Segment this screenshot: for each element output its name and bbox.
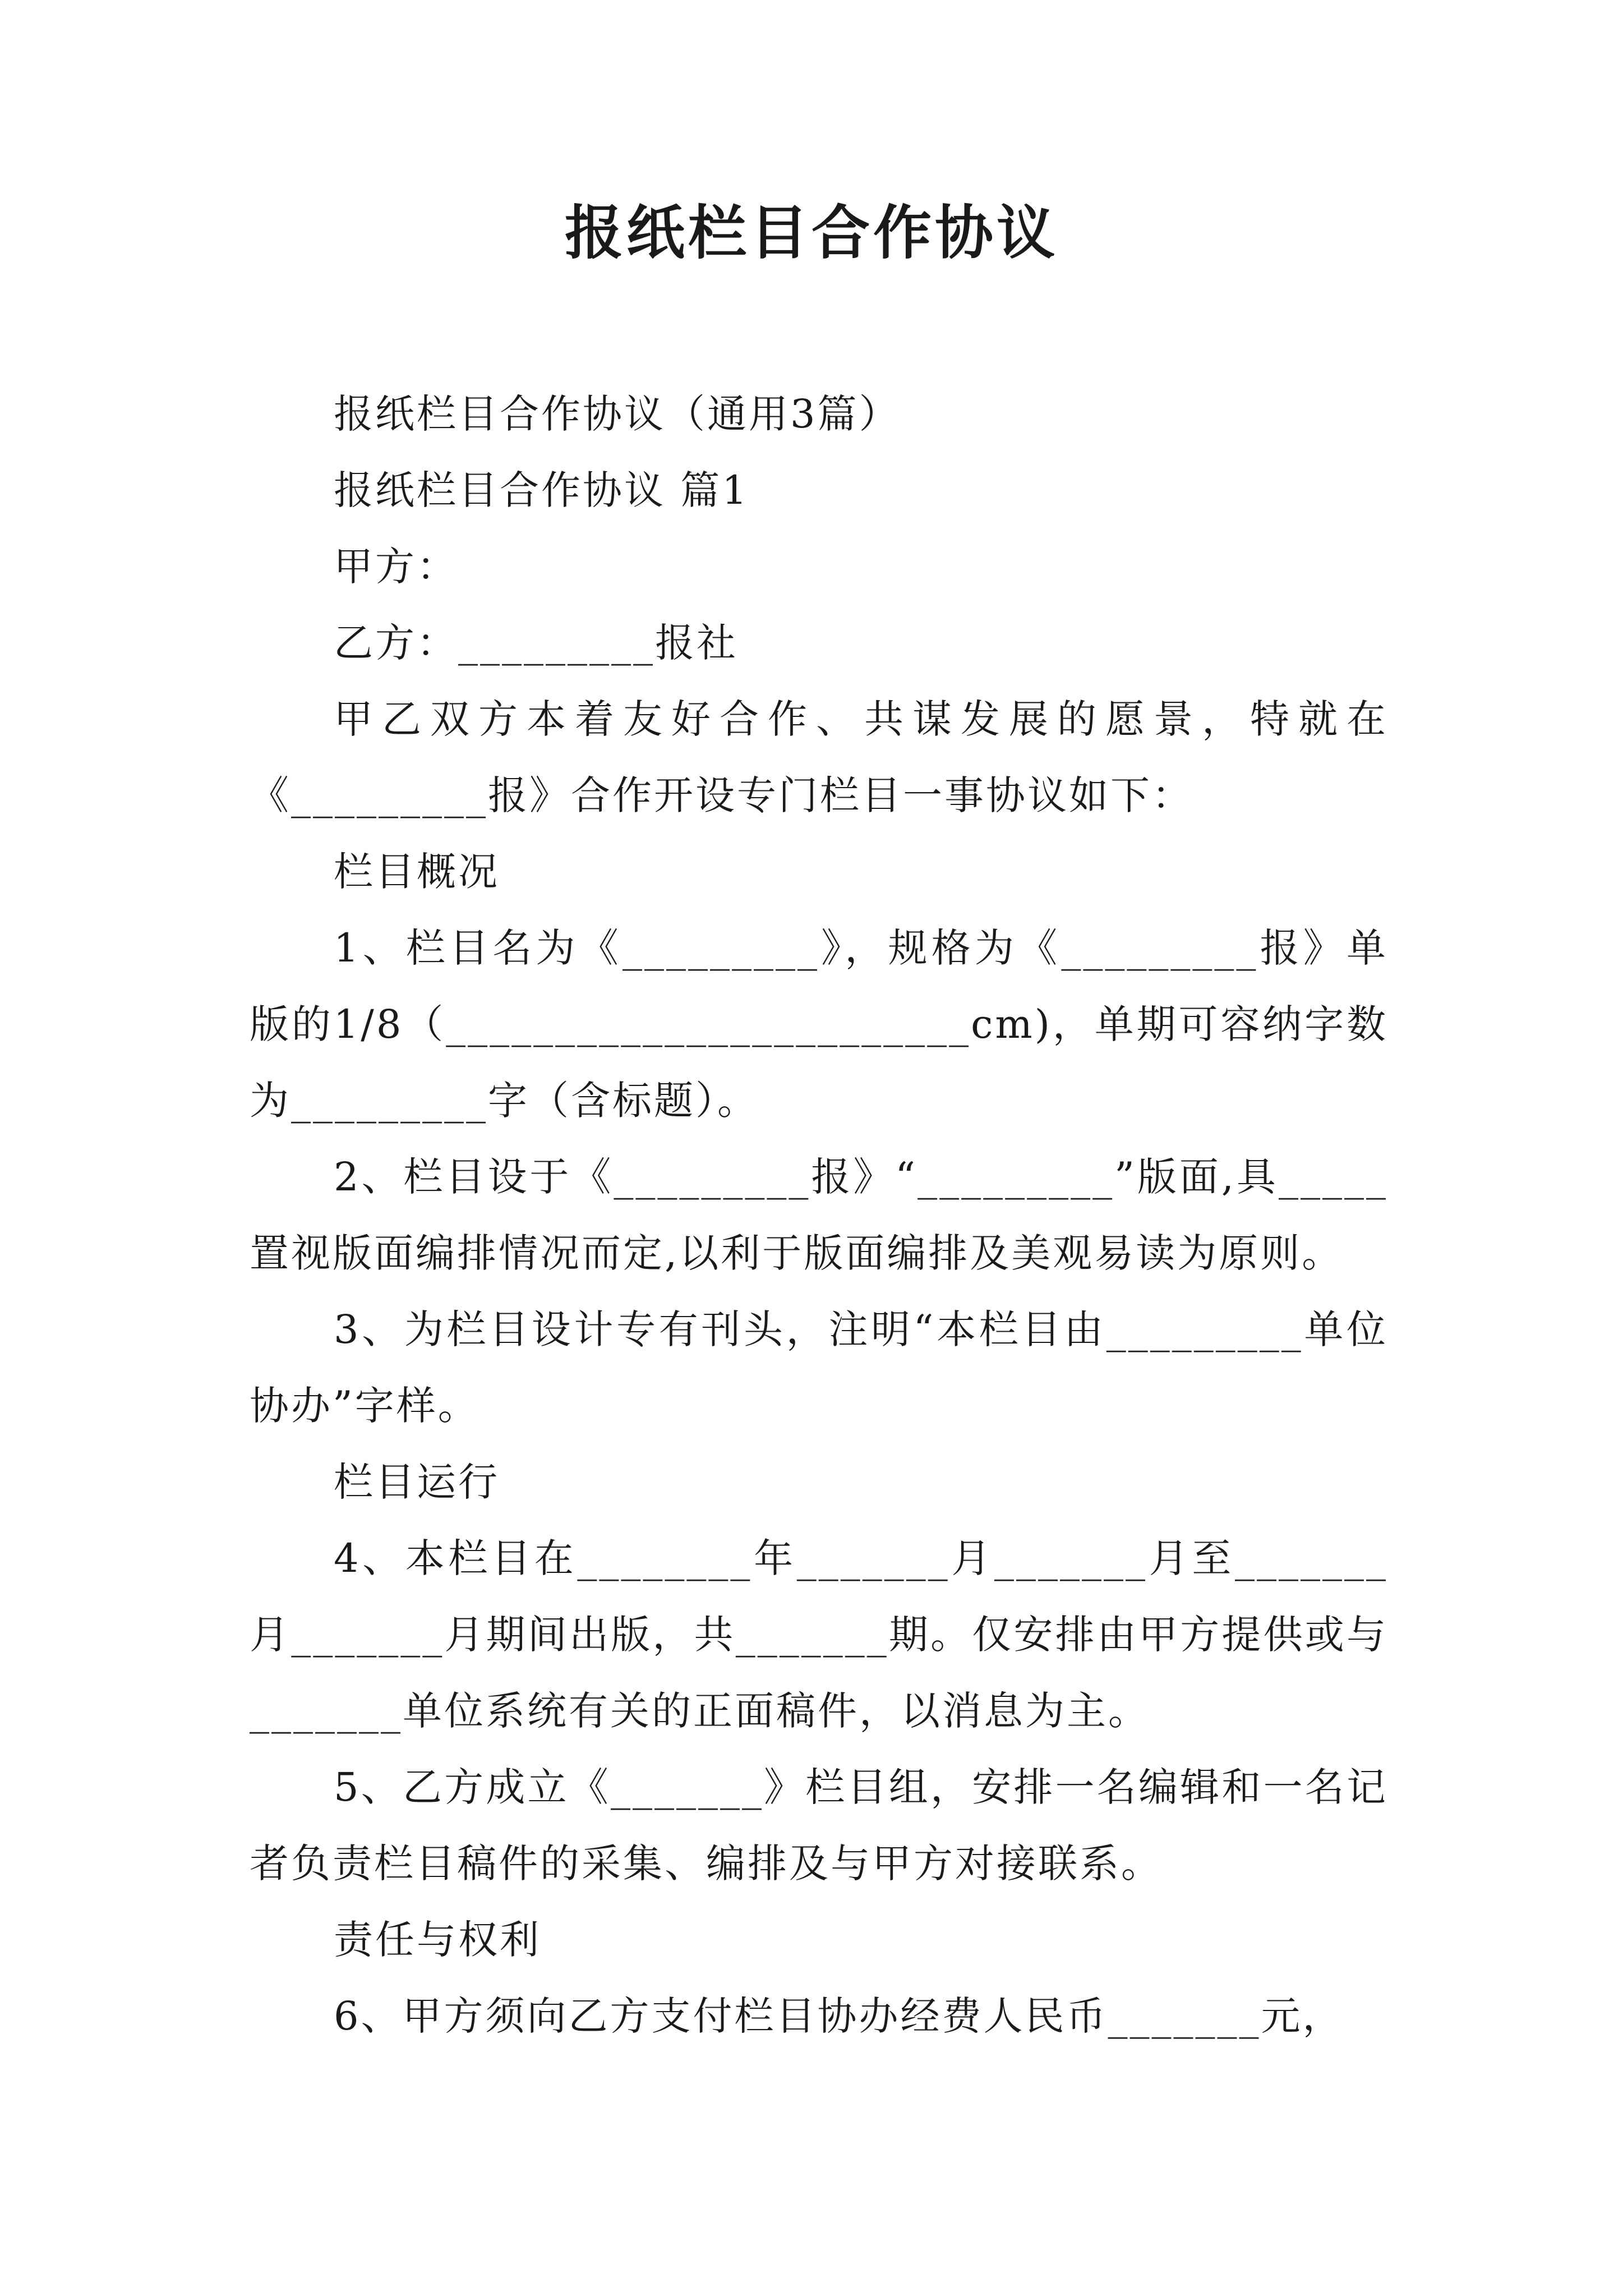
clause-5: 5、乙方成立《_______》栏目组，安排一名编辑和一名记者负责栏目稿件的采集、编排及与甲方对接联系。: [250, 1764, 1388, 1887]
heading-column-operation: 栏目运行: [334, 1459, 500, 1505]
party-a-line: 甲方：: [334, 544, 458, 590]
clause-1: 1、栏目名为《_________》，规格为《_________报》单版的1/8（________________________cm)，单期可容纳字数为_________字（含标题）。: [250, 925, 1388, 1124]
preamble-paragraph: 甲乙双方本着友好合作、共谋发展的愿景，特就在《_________报》合作开设专门栏目一事协议如下：: [250, 696, 1388, 818]
section-title: 报纸栏目合作协议 篇1: [334, 467, 749, 513]
clause-4: 4、本栏目在________年_______月_______月至_______月_______月期间出版，共_______期。仅安排由甲方提供或与_______单位系统有关的正面稿件，以消息为主。: [250, 1535, 1388, 1734]
party-b-line: 乙方：_________报社: [334, 620, 738, 666]
subtitle-line: 报纸栏目合作协议（通用3篇）: [334, 391, 901, 437]
document-title: 报纸栏目合作协议: [564, 199, 1058, 267]
heading-responsibilities: 责任与权利: [334, 1917, 541, 1963]
clause-2: 2、栏目设于《_________报》“_________”版面,具_____置视版面编排情况而定,以利于版面编排及美观易读为原则。: [250, 1154, 1388, 1276]
clause-6: 6、甲方须向乙方支付栏目协办经费人民币_______元，: [334, 1993, 1344, 2039]
document-body: [250, 376, 1388, 2054]
heading-column-overview: 栏目概况: [334, 849, 500, 895]
clause-3: 3、为栏目设计专有刊头，注明“本栏目由_________单位协办”字样。: [250, 1306, 1388, 1429]
